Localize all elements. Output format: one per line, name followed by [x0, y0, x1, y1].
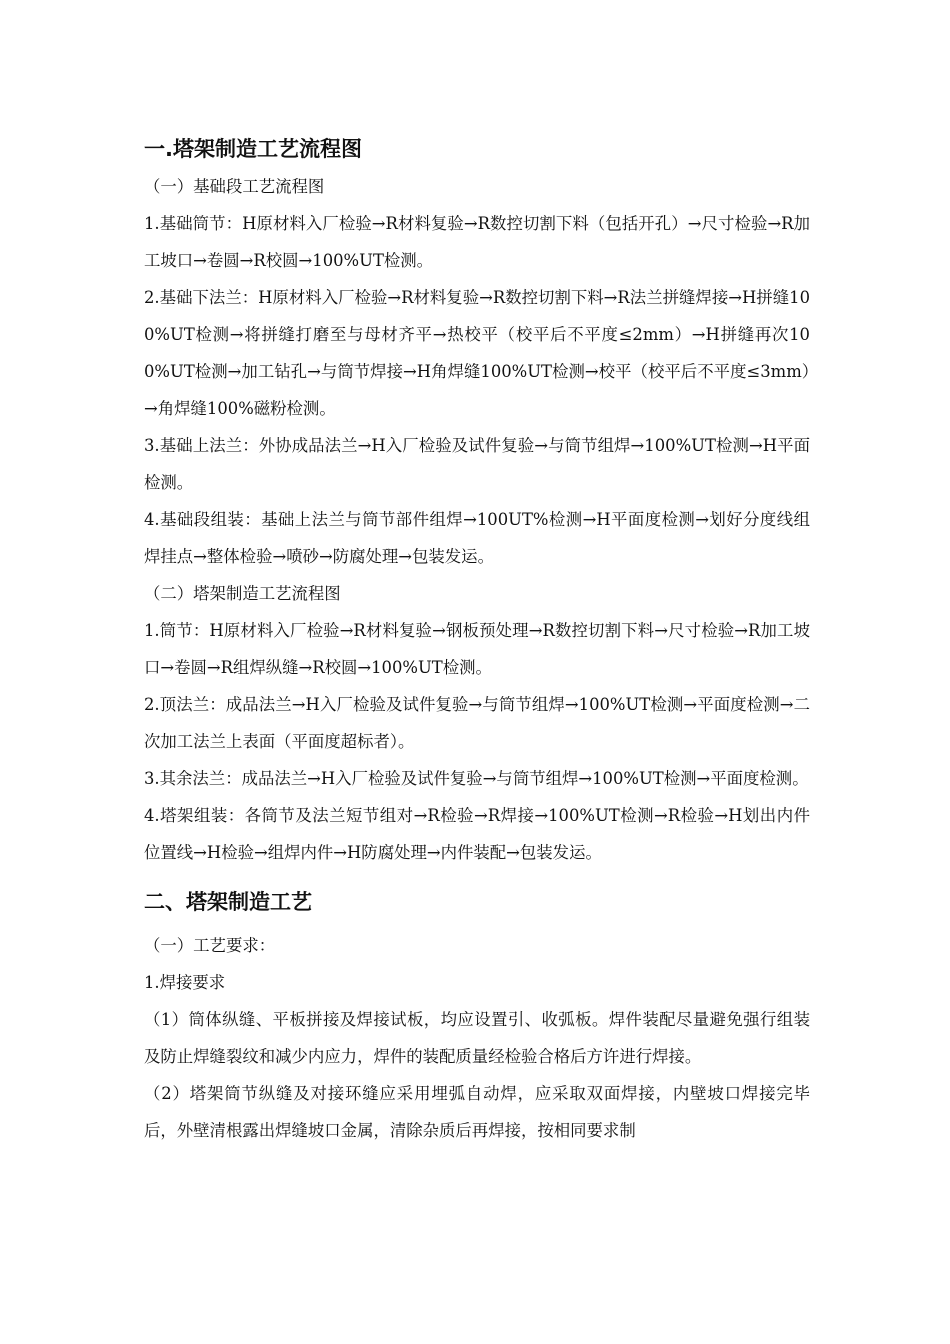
paragraph-top-flange: 2.顶法兰：成品法兰→H入厂检验及试件复验→与筒节组焊→100%UT检测→平面度检测→二次加工法兰上表面（平面度超标者）。 — [144, 695, 810, 751]
section-1-subheading-2: （二）塔架制造工艺流程图 — [144, 584, 341, 603]
document-page — [144, 132, 810, 1149]
paragraph-base-assembly: 4.基础段组装：基础上法兰与筒节部件组焊→100UT%检测→H平面度检测→划好分度线组焊挂点→整体检验→喷砂→防腐处理→包装发运。 — [144, 510, 810, 566]
welding-requirements-heading: 1.焊接要求 — [144, 973, 226, 992]
paragraph-tower-assembly: 4.塔架组装：各筒节及法兰短节组对→R检验→R焊接→100%UT检测→R检验→H划出内件位置线→H检验→组焊内件→H防腐处理→内件装配→包装发运。 — [144, 806, 810, 862]
paragraph-tower-shell: 1.筒节：H原材料入厂检验→R材料复验→钢板预处理→R数控切割下料→尺寸检验→R加工坡口→卷圆→R组焊纵缝→R校圆→100%UT检测。 — [144, 621, 810, 677]
section-1-title: 一.塔架制造工艺流程图 — [144, 137, 362, 161]
section-2-subheading-1: （一）工艺要求： — [144, 936, 276, 955]
paragraph-base-lower-flange: 2.基础下法兰：H原材料入厂检验→R材料复验→R数控切割下料→R法兰拼缝焊接→H拼缝100%UT检测→将拼缝打磨至与母材齐平→热校平（校平后不平度≤2mm）→H拼缝再次100%UT检测→加工钻孔→与筒节焊接→H角焊缝100%UT检测→校平（校平后不平度≤3mm）→角焊缝100%磁粉检测。 — [144, 288, 810, 418]
welding-requirement-1: （1）筒体纵缝、平板拼接及焊接试板，均应设置引、收弧板。焊件装配尽量避免强行组装及防止焊缝裂纹和减少内应力，焊件的装配质量经检验合格后方许进行焊接。 — [144, 1010, 810, 1066]
section-1-subheading-1: （一）基础段工艺流程图 — [144, 177, 325, 196]
paragraph-base-shell: 1.基础筒节：H原材料入厂检验→R材料复验→R数控切割下料（包括开孔）→尺寸检验→R加工坡口→卷圆→R校圆→100%UT检测。 — [144, 214, 810, 270]
paragraph-other-flanges: 3.其余法兰：成品法兰→H入厂检验及试件复验→与筒节组焊→100%UT检测→平面度检测。 — [144, 769, 809, 788]
paragraph-base-upper-flange: 3.基础上法兰：外协成品法兰→H入厂检验及试件复验→与筒节组焊→100%UT检测→H平面检测。 — [144, 436, 810, 492]
section-2-title: 二、塔架制造工艺 — [144, 890, 312, 914]
welding-requirement-2: （2）塔架筒节纵缝及对接环缝应采用埋弧自动焊，应采取双面焊接，内壁坡口焊接完毕后，外壁清根露出焊缝坡口金属，清除杂质后再焊接，按相同要求制 — [144, 1084, 810, 1140]
